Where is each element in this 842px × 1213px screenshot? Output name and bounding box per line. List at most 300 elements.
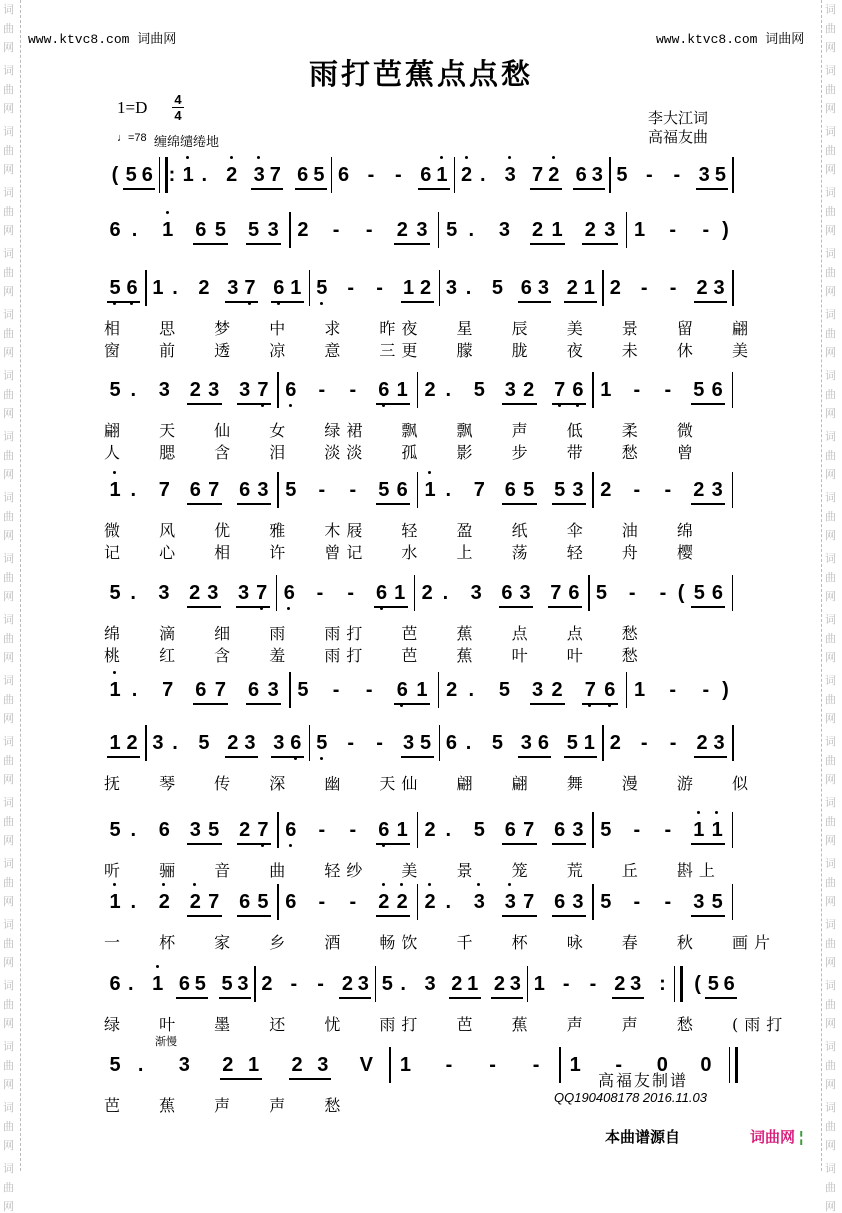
watermark-char: 曲 [825,571,836,584]
bar-line [602,270,604,306]
note: 3 [244,732,256,754]
note: 1 [247,1054,260,1076]
watermark-char: 网 [3,102,14,115]
note: 6 [711,582,723,604]
bar-line [276,575,278,611]
beam-underline [376,915,410,917]
watermark-char: 词 [825,491,836,504]
note: 5 [125,164,137,186]
beam-underline [394,243,430,245]
watermark-char: 曲 [3,83,14,96]
beam-underline [530,243,566,245]
note: 3 [207,582,219,604]
score-line [0,731,842,793]
note: 5 [315,276,329,300]
note: 3 [424,973,436,995]
note: - [489,1054,496,1076]
watermark-char: 词 [3,1101,14,1114]
bar-line [732,472,734,508]
watermark-char: 网 [3,712,14,725]
watermark-char: 词 [3,369,14,382]
beam-underline [237,503,271,505]
note: - [347,277,355,299]
beam-underline [530,703,566,705]
note: 7 [523,819,535,841]
site-url-right[interactable]: www.ktvc8.com 词曲网 [656,32,805,47]
note: 2 [547,163,561,187]
score-line [0,581,842,665]
note: 7 [269,164,281,186]
note: 6 [239,891,251,913]
note: 2 [188,890,202,914]
watermark-char: 网 [3,529,14,542]
watermark-char: 词 [825,979,836,992]
watermark-char: 网 [825,834,836,847]
note: 2 [609,277,621,299]
note: 5 [473,379,485,401]
note: 3 [158,582,170,604]
lyric-line: 翩 天 仙 女 绿裙 飘 飘 声 低 柔 微 [104,421,699,440]
watermark-char: 曲 [3,571,14,584]
beam-underline [705,997,737,999]
note: 7 [158,479,170,501]
bar-line [277,472,279,508]
note: 3 [693,891,705,913]
note: . [130,582,136,604]
site-url-left[interactable]: www.ktvc8.com 词曲网 [28,32,177,47]
beam-underline [289,1078,331,1080]
beam-underline [564,756,597,758]
note: 1 [402,277,415,299]
note: ) [722,219,729,241]
watermark-char: 曲 [825,998,836,1011]
note: . [172,277,178,299]
watermark-char: 曲 [3,144,14,157]
watermark-char: 词 [825,796,836,809]
bar-line [417,884,419,920]
note: 6 [571,378,585,402]
note: 0 [700,1054,712,1076]
bar-line [732,725,734,761]
note: 3 [267,219,279,241]
note: 5 [498,679,510,701]
watermark-char: 曲 [825,266,836,279]
note: - [376,732,383,754]
note: - [445,1054,453,1076]
watermark-char: 曲 [825,815,836,828]
note: ( [677,582,685,604]
note: 6 [282,581,296,605]
contact-info: QQ190408178 2016.11.03 [554,1090,708,1105]
score-line [0,478,842,562]
watermark-char: 网 [825,529,836,542]
note: 6 [520,277,532,299]
watermark-char: 曲 [3,937,14,950]
note: 3 [504,379,516,401]
watermark-char: 曲 [825,22,836,35]
note: 2 [189,379,201,401]
note: - [646,164,653,186]
note: 3 [178,1054,190,1076]
note: 2 [419,277,432,299]
beam-underline [246,703,282,705]
note: - [332,679,340,701]
beam-underline [339,997,371,999]
watermark-char: 词 [3,125,14,138]
beam-underline [271,301,304,303]
watermark-char: 曲 [825,937,836,950]
score-line [0,276,842,360]
lyric-line: 人 腮 含 泪 淡淡 孤 影 步 带 愁 曾 [104,443,699,462]
beam-underline [271,756,304,758]
note: 5 [566,732,578,754]
score-line [0,890,842,952]
watermark-char: 词 [825,613,836,626]
note: 3 [698,164,710,186]
note: - [589,973,597,995]
bar-line [439,270,441,306]
note: - [332,219,340,241]
note: 1 [583,277,595,299]
note: : [659,973,666,995]
watermark-char: 网 [3,224,14,237]
note: - [664,819,672,841]
bar-line [145,725,147,761]
beam-underline [237,843,271,845]
score-line [0,163,842,203]
note: 6 [375,581,389,605]
note: 7 [256,378,270,402]
note: 7 [532,164,544,186]
beam-underline [220,1078,262,1080]
note: - [365,679,373,701]
watermark-char: 曲 [825,693,836,706]
bar-line [277,372,279,408]
note: ) [722,679,729,701]
note: 2 [377,890,391,914]
note: - [318,891,326,913]
note: - [633,479,641,501]
note: 5 [194,973,206,995]
note: 2 [693,479,705,501]
note: 2 [584,219,596,241]
note: 5 [315,731,329,755]
watermark-char: 词 [825,308,836,321]
note: 5 [595,582,608,604]
note: 2 [696,277,708,299]
beam-underline [237,403,271,405]
watermark-char: 曲 [825,327,836,340]
note: . [130,479,137,501]
note: 2 [297,219,309,241]
note: - [702,679,710,701]
note: 3 [711,479,723,501]
watermark-char: 网 [3,468,14,481]
note: 5 [711,891,723,913]
watermark-char: 曲 [3,693,14,706]
watermark-char: 词 [3,430,14,443]
bar-line [375,966,377,1002]
note: 1 [394,582,406,604]
watermark-char: 网 [825,285,836,298]
beam-underline [176,997,208,999]
note: 1 [583,732,595,754]
beam-underline [491,997,523,999]
note: 1 [634,219,646,241]
note: 6 [711,379,723,401]
watermark-char: 网 [3,1139,14,1152]
note: 1 [290,277,302,299]
source-label: 本曲谱源自 [605,1129,681,1146]
note: 6 [723,973,735,995]
score-line [0,815,842,880]
note: 5 [257,891,269,913]
note: 3 [416,219,428,241]
watermark-char: 词 [825,552,836,565]
watermark-char: 网 [825,224,836,237]
note: - [664,479,672,501]
note: 5 [248,219,260,241]
watermark-char: 曲 [3,1181,14,1194]
note: 3 [273,732,285,754]
note: 2 [460,163,474,187]
watermark-char: 词 [3,674,14,687]
lyric-line: 微 风 优 雅 木屐 轻 盈 纸 伞 油 绵 [104,521,699,540]
watermark-char: 网 [825,1017,836,1030]
lyric-line: 抚 琴 传 深 幽 天仙 翩 翩 舞 漫 游 似 [104,774,754,793]
note: 6 [603,678,617,702]
beam-underline [696,188,728,190]
double-bar-line [729,1047,738,1083]
note: 3 [470,582,482,604]
watermark-char: 网 [3,590,14,603]
watermark-char: 网 [3,956,14,969]
bar-line [609,157,611,193]
beam-underline [418,188,450,190]
beam-underline [237,915,271,917]
note: 2 [600,479,612,501]
note: 5 [378,479,390,501]
watermark-char: 网 [3,834,14,847]
note: 1 [435,163,449,187]
bar-line [732,575,734,611]
note: 5 [419,732,432,754]
watermark-char: 网 [825,102,836,115]
note: 3 [572,891,584,913]
beam-underline [552,403,586,405]
beam-underline [187,503,221,505]
source-site-link[interactable]: 词曲网 ¦ [750,1129,804,1146]
beam-underline [449,997,481,999]
note: 5 [523,479,535,501]
note: 3 [227,277,239,299]
note: ( [111,164,119,186]
note: 7 [208,891,220,913]
watermark-char: 词 [825,674,836,687]
bar-line [438,672,440,708]
note: 1 [533,973,545,995]
score-line [0,972,842,1034]
arranger-credit: 高福友制谱 [598,1071,689,1090]
note: 6 [195,219,207,241]
note: 3 [402,732,415,754]
score-line [0,678,842,718]
note: - [669,277,677,299]
note: 2 [239,819,251,841]
beam-underline [107,301,140,303]
note: . [131,679,138,701]
beam-underline [107,756,140,758]
note: 6 [445,732,458,754]
note: 6 [395,678,409,702]
watermark-char: 词 [3,1162,14,1175]
note: 5 [600,891,612,913]
note: 6 [377,818,391,842]
note: 6 [554,891,566,913]
note: 2 [424,819,436,841]
beam-underline [219,997,251,999]
note: 2 [261,973,273,995]
watermark-char: 曲 [825,1181,836,1194]
note: 6 [284,378,298,402]
bar-line [732,270,734,306]
note: 1 [108,478,122,502]
note: 3 [531,679,544,701]
watermark-char: 词 [3,247,14,260]
note: 7 [255,581,269,605]
note: 1 [600,379,612,401]
note: . [479,164,486,186]
note: 1 [551,219,563,241]
note: 5 [473,819,485,841]
watermark-char: 曲 [3,1059,14,1072]
watermark-char: 曲 [825,205,836,218]
note: 7 [583,678,597,702]
note: ( [694,973,701,995]
watermark-char: 词 [825,64,836,77]
note: 2 [696,732,708,754]
watermark-char: 网 [3,895,14,908]
note: 5 [109,582,121,604]
note: 5 [221,973,233,995]
note: . [201,164,208,186]
note: 3 [472,890,486,914]
key-signature: 1=D [117,98,148,117]
beam-underline [694,301,727,303]
note: 3 [317,1054,329,1076]
beam-underline [376,843,410,845]
beam-underline [582,243,618,245]
watermark-char: 曲 [825,1120,836,1133]
note: 3 [252,163,266,187]
watermark-char: 网 [825,712,836,725]
note: 7 [256,818,270,842]
tempo-marking: ♩=78 [117,132,147,144]
note: 2 [446,679,458,701]
beam-underline [236,606,270,608]
note: 5 [616,164,628,186]
note: 1 [692,818,706,842]
note: . [130,819,137,841]
note: 3 [237,582,250,604]
note: 5 [491,277,503,299]
bar-line [454,157,456,193]
note: 5 [297,679,309,701]
beam-underline [691,606,725,608]
note: 5 [208,819,220,841]
watermark-char: 曲 [3,388,14,401]
bar-line [289,212,291,248]
bar-line [592,472,594,508]
watermark-char: 网 [3,407,14,420]
watermark-char: 词 [825,918,836,931]
note: 6 [195,679,207,701]
note: 3 [713,277,725,299]
beam-underline [193,703,229,705]
note: 6 [189,479,201,501]
note: 1 [108,678,122,702]
note: 6 [285,891,297,913]
beam-underline [518,301,551,303]
note: 7 [523,891,535,913]
lyric-line: 桃 红 含 羞 雨打 芭 蕉 叶 叶 愁 [104,646,644,665]
bar-line [438,212,440,248]
note: 5 [313,164,325,186]
note: 3 [537,277,549,299]
lyric-line: 记 心 相 许 曾记 水 上 荡 轻 舟 樱 [104,543,699,562]
bar-line [309,270,311,306]
note: - [318,819,326,841]
note: - [349,379,357,401]
note: 7 [162,679,174,701]
note: 6 [125,276,139,300]
note: 5 [109,379,121,401]
note: 6 [420,164,432,186]
note: - [628,582,636,604]
watermark-char: 网 [825,468,836,481]
note: - [702,219,710,241]
watermark-char: 词 [825,369,836,382]
note: . [131,219,138,241]
watermark-char: 网 [3,41,14,54]
lyric-line: 芭 蕉 声 声 愁 [104,1096,347,1115]
note: 1 [109,732,121,754]
note: 2 [225,163,239,187]
note: 3 [519,582,531,604]
note: 2 [523,379,535,401]
beam-underline [564,301,597,303]
note: . [442,582,449,604]
bar-line [277,884,279,920]
note: 1 [710,818,724,842]
watermark-char: 曲 [3,876,14,889]
note: 7 [214,679,226,701]
note: - [347,732,355,754]
note: 3 [503,890,517,914]
note: - [395,164,402,186]
note: 2 [198,277,210,299]
watermark-char: 词 [3,613,14,626]
beam-underline [246,243,282,245]
note: V [359,1054,373,1076]
watermark-char: 网 [3,285,14,298]
note: 6 [396,479,408,501]
watermark-char: 词 [3,979,14,992]
note: . [445,379,452,401]
watermark-char: 曲 [3,22,14,35]
score-line [0,378,842,462]
note: . [130,891,137,913]
